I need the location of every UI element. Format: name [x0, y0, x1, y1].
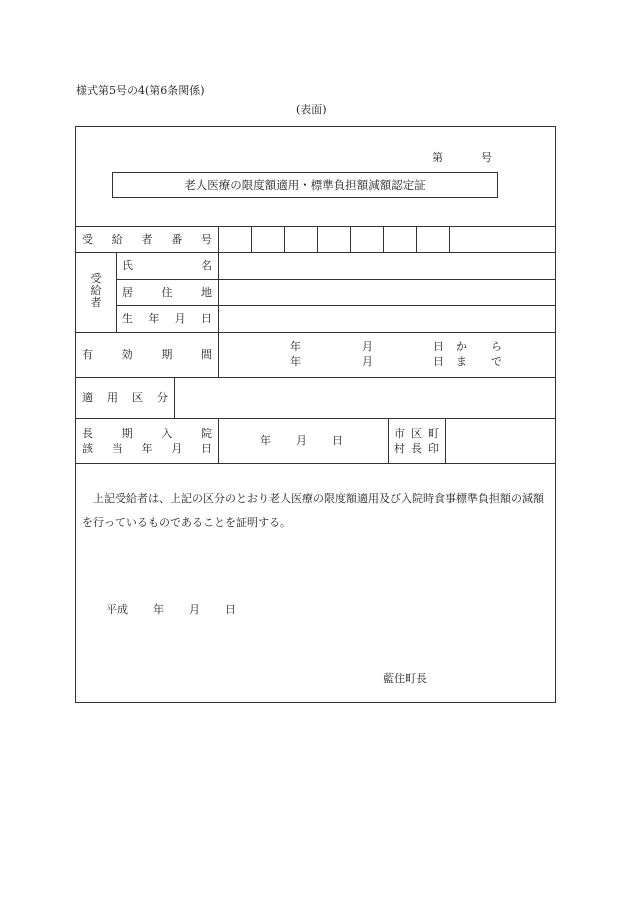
validity-from-ra: ら [491, 340, 502, 353]
validity-label: 有 効 期 間 [82, 348, 212, 361]
validity-from-day: 日 [433, 340, 444, 353]
validity-to-year: 年 [290, 355, 301, 368]
long-stay-month: 月 [296, 434, 307, 447]
recipient-group-label: 受 給 者 [90, 272, 102, 309]
rule [116, 279, 556, 280]
form-number: 様式第5号の4(第6条関係) [76, 84, 205, 97]
digit-box-divider [350, 226, 351, 252]
label-divider [218, 332, 219, 377]
address-label: 居 住 地 [122, 286, 212, 299]
rule [75, 463, 556, 464]
face-label: (表面) [296, 103, 327, 116]
certificate-title: 老人医療の限度額適用・標準負担額減額認定証 [112, 172, 498, 198]
validity-from-year: 年 [290, 340, 301, 353]
digit-box-divider [383, 226, 384, 252]
validity-to-day: 日 [433, 355, 444, 368]
rule [75, 252, 556, 253]
long-stay-year: 年 [260, 434, 271, 447]
birthdate-label: 生 年 月 日 [122, 312, 212, 325]
digit-box-divider [284, 226, 285, 252]
long-stay-label-2: 該 当 年 月 日 [82, 442, 212, 455]
issue-month: 月 [189, 603, 200, 616]
long-stay-label-1: 長 期 入 院 [82, 427, 212, 440]
digit-box-divider [449, 226, 450, 252]
validity-from-ka: か [456, 340, 467, 353]
group-divider [116, 252, 117, 332]
seal-label-2: 村 長 印 [394, 442, 439, 455]
long-stay-day: 日 [332, 434, 343, 447]
category-label: 適 用 区 分 [82, 391, 168, 404]
number-label-go: 号 [481, 151, 492, 164]
certification-statement: 上記受給者は、上記の区分のとおり老人医療の限度額適用及び入院時食事標準負担額の減額を行っているものであることを証明する。 [82, 492, 544, 529]
issuer-name: 藍住町長 [383, 672, 427, 685]
digit-box-divider [251, 226, 252, 252]
rule [75, 332, 556, 333]
validity-from-month: 月 [362, 340, 373, 353]
name-label: 氏 名 [122, 259, 212, 272]
recipient-number-label: 受 給 者 番 号 [82, 233, 212, 246]
issue-day: 日 [225, 603, 236, 616]
validity-to-de: で [491, 355, 502, 368]
digit-box-divider [317, 226, 318, 252]
label-divider [218, 226, 219, 332]
issue-era: 平成 [106, 603, 128, 616]
seal-divider [388, 418, 389, 463]
certificate-frame [75, 126, 556, 703]
label-divider [174, 377, 175, 418]
rule [116, 305, 556, 306]
seal-divider [445, 418, 446, 463]
digit-box-divider [416, 226, 417, 252]
issue-year: 年 [153, 603, 164, 616]
rule [75, 377, 556, 378]
label-divider [218, 418, 219, 463]
seal-label-1: 市 区 町 [394, 427, 439, 440]
rule [75, 418, 556, 419]
validity-to-ma: ま [456, 355, 467, 368]
rule-top-table [75, 226, 556, 227]
validity-to-month: 月 [362, 355, 373, 368]
number-label-dai: 第 [432, 151, 443, 164]
